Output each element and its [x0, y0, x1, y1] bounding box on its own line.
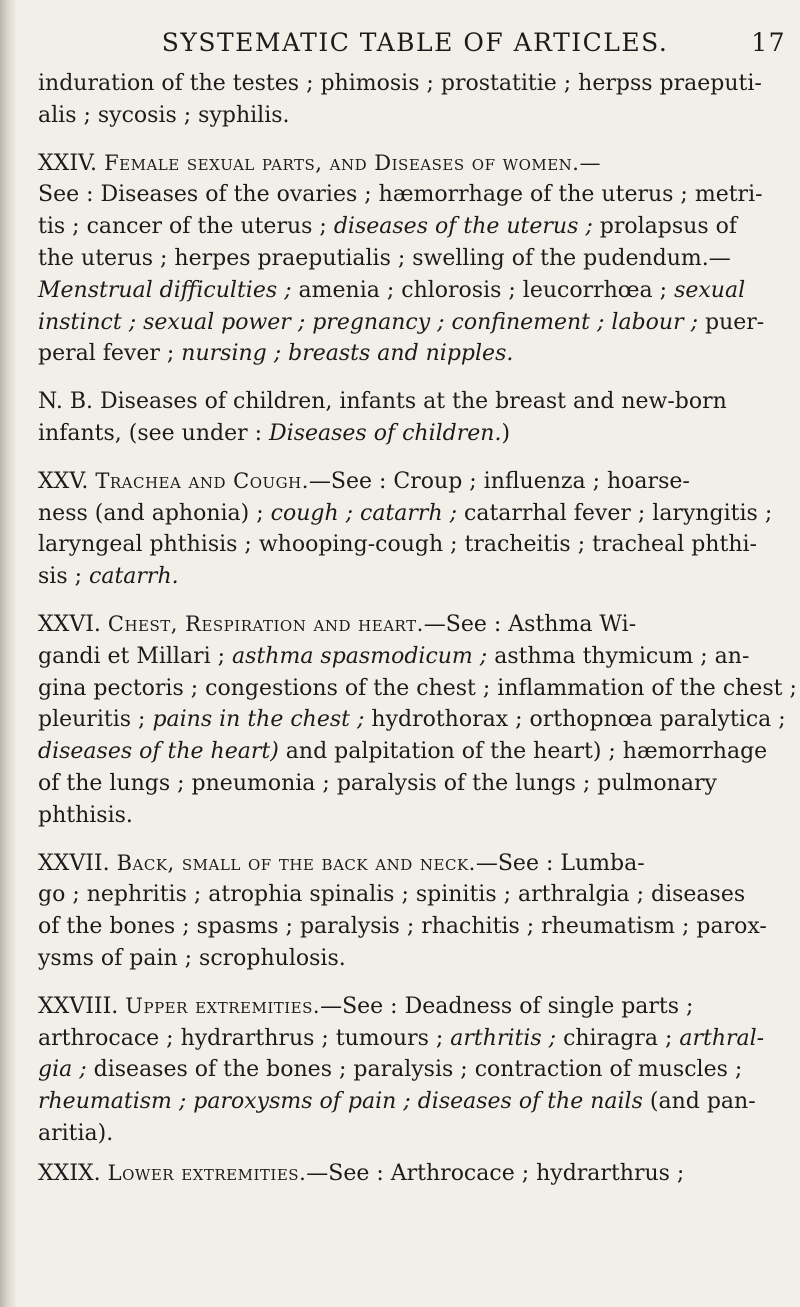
article-xxv	[38, 466, 792, 593]
text-line: N. B. Diseases of children, infants at the breast and new-born	[38, 389, 727, 415]
running-title: SYSTEMATIC TABLE OF ARTICLES.	[161, 28, 669, 57]
text-line: infants, (see under : Diseases of children.)	[38, 420, 511, 446]
text-line: See : Diseases of the ovaries ; hæmorrhage of the uterus ; metri-	[38, 182, 763, 208]
paragraph-continuation	[38, 68, 792, 132]
article-number: XXVII.	[38, 850, 110, 876]
article-heading: XXIX. Lower extremities.—See : Arthrocace ; hydrarthrus ;	[38, 1160, 685, 1186]
text-line: the uterus ; herpes praeputialis ; swelling of the pudendum.—	[38, 245, 731, 271]
text-line: peral fever ; nursing ; breasts and nipples.	[38, 341, 514, 367]
article-title: Back, small of the back and neck.	[116, 850, 476, 875]
text-line: diseases of the heart) and palpitation of the heart) ; hæmorrhage	[38, 739, 768, 765]
text-line: ysms of pain ; scrophulosis.	[38, 945, 346, 971]
article-title: Lower extremities.	[107, 1160, 307, 1185]
article-xxiv	[38, 148, 792, 371]
book-spine-shadow	[0, 0, 16, 1307]
article-xxviii	[38, 991, 792, 1150]
text-line: Menstrual difficulties ; amenia ; chlorosis ; leucorrhœa ; sexual	[38, 277, 746, 303]
text-line: gina pectoris ; congestions of the chest ; inflammation of the chest ;	[38, 675, 797, 701]
text-line: go ; nephritis ; atrophia spinalis ; spinitis ; arthralgia ; diseases	[38, 882, 746, 908]
text-line: instinct ; sexual power ; pregnancy ; confinement ; labour ; puer-	[38, 309, 765, 335]
article-number: XXVIII.	[38, 993, 119, 1019]
article-number: XXV.	[38, 468, 89, 494]
article-title: Upper extremities.	[125, 993, 321, 1018]
article-xxix	[38, 1158, 792, 1190]
article-heading	[38, 148, 792, 180]
article-heading: XXVIII. Upper extremities.—See : Deadness of single parts ;	[38, 993, 694, 1019]
text-line: alis ; sycosis ; syphilis.	[38, 102, 290, 128]
article-number: XXIV.	[38, 150, 98, 176]
page-header	[38, 28, 792, 68]
text-line: gia ; diseases of the bones ; paralysis ; contraction of muscles ;	[38, 1057, 743, 1083]
text-line: laryngeal phthisis ; whooping-cough ; tracheitis ; tracheal phthi-	[38, 532, 757, 558]
article-xxvi	[38, 609, 797, 832]
article-heading: XXVII. Back, small of the back and neck.—See : Lumba-	[38, 850, 645, 876]
text-line: arthrocace ; hydrarthrus ; tumours ; arthritis ; chiragra ; arthral-	[38, 1025, 765, 1051]
article-title: Chest, Respiration and heart.	[107, 611, 424, 636]
text-line: of the lungs ; pneumonia ; paralysis of the lungs ; pulmonary	[38, 770, 717, 796]
note-nb	[38, 386, 792, 450]
article-heading: XXV. Trachea and Cough.—See : Croup ; influenza ; hoarse-	[38, 468, 690, 494]
text-line: pleuritis ; pains in the chest ; hydrothorax ; orthopnœa paralytica ;	[38, 707, 786, 733]
text-line: phthisis.	[38, 802, 133, 828]
text-line: induration of the testes ; phimosis ; prostatitie ; herpss praeputi-	[38, 71, 762, 96]
article-xxvii	[38, 848, 792, 975]
text-line: rheumatism ; paroxysms of pain ; diseases of the nails (and pan-	[38, 1089, 756, 1115]
article-number: XXIX.	[38, 1160, 101, 1186]
article-title: Trachea and Cough.	[95, 468, 309, 493]
article-title: Female sexual parts, and Diseases of women.—	[104, 150, 601, 175]
text-line: ness (and aphonia) ; cough ; catarrh ; catarrhal fever ; laryngitis ;	[38, 500, 773, 526]
page-number: 17	[751, 28, 786, 57]
text-line: aritia).	[38, 1120, 114, 1146]
book-page	[38, 28, 797, 1190]
text-line: tis ; cancer of the uterus ; diseases of the uterus ; prolapsus of	[38, 214, 737, 240]
article-list	[38, 68, 797, 1190]
article-number: XXVI.	[38, 611, 101, 637]
article-heading: XXVI. Chest, Respiration and heart.—See : Asthma Wi-	[38, 611, 637, 637]
text-line: gandi et Millari ; asthma spasmodicum ; asthma thymicum ; an-	[38, 643, 750, 669]
text-line: of the bones ; spasms ; paralysis ; rhachitis ; rheumatism ; parox-	[38, 914, 767, 940]
text-line: sis ; catarrh.	[38, 564, 179, 590]
